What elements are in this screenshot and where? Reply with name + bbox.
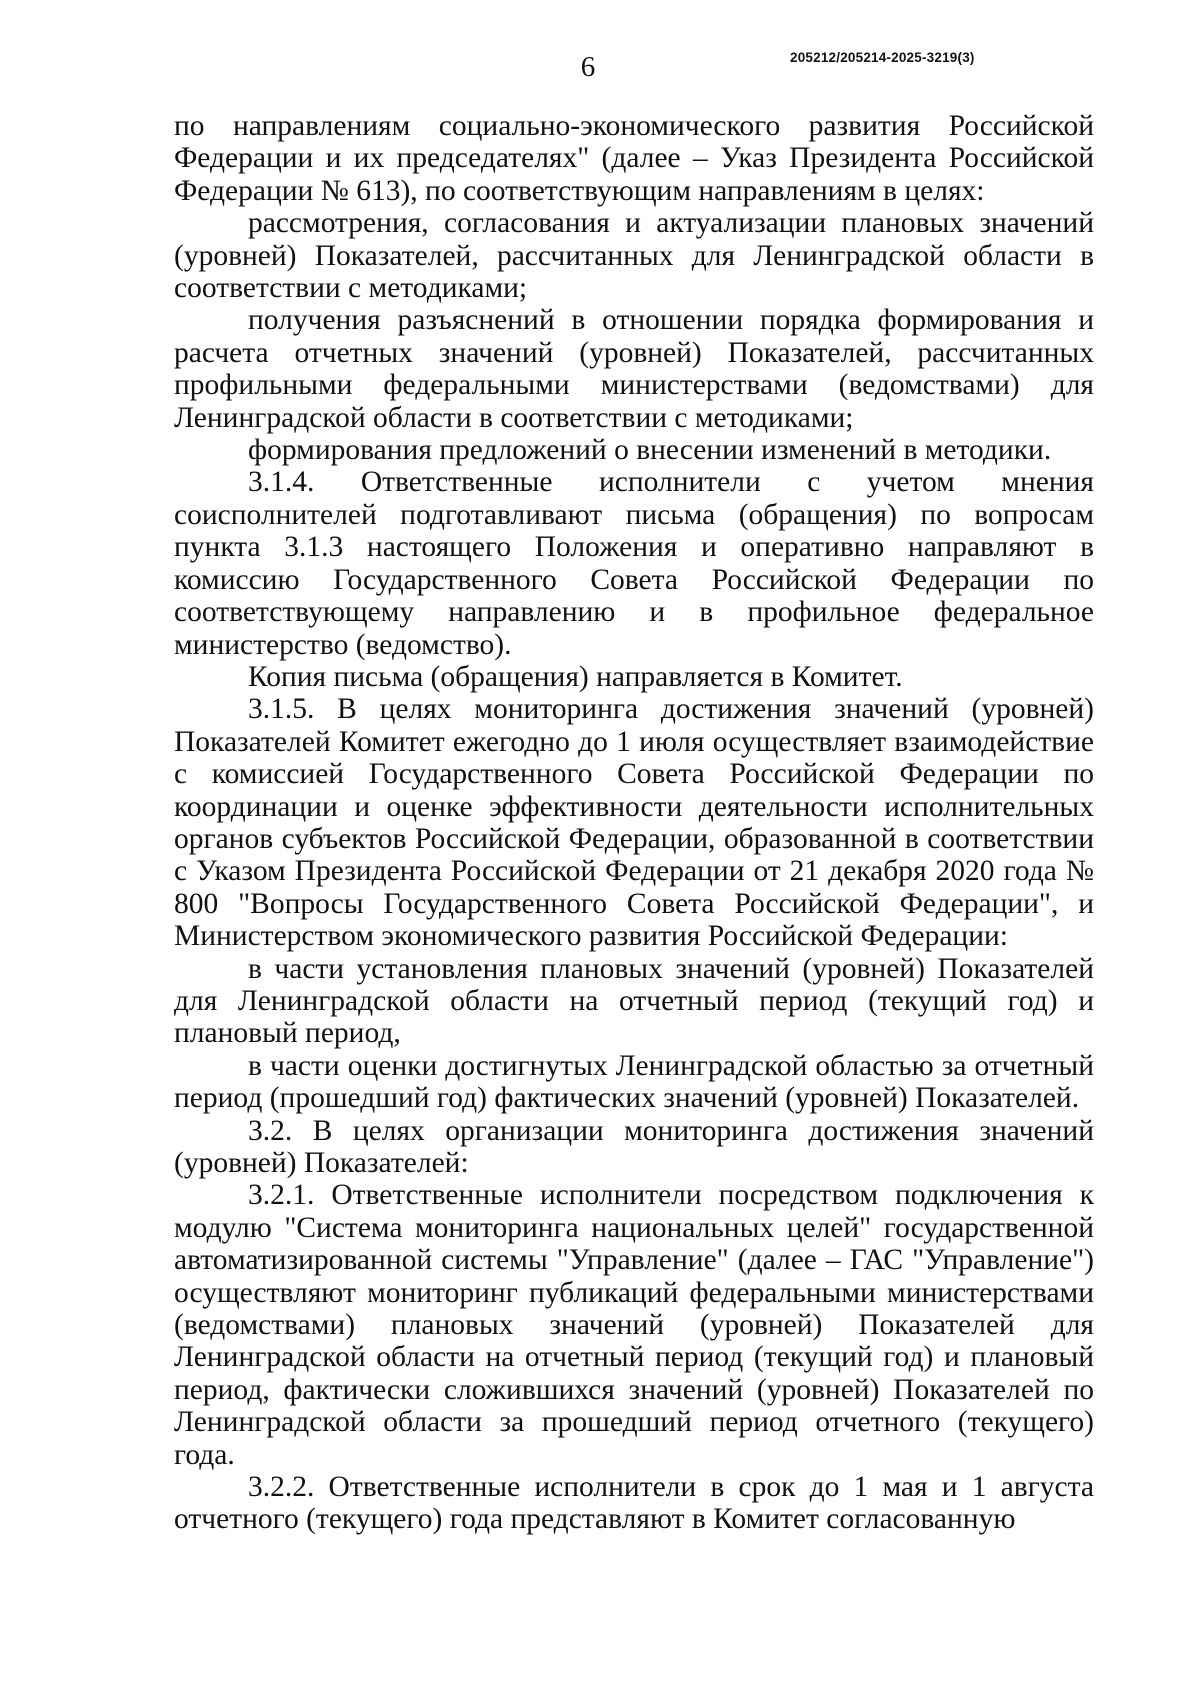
document-body [174,110,1094,1536]
paragraph-item: в части оценки достигнутых Ленинградской областью за отчетный период (прошедший год) фактических значений (уровней) Показателей. [174,1049,1094,1115]
paragraph-item: рассмотрения, согласования и актуализации плановых значений (уровней) Показателей, рассчитанных для Ленинградской области в соответствии с методиками; [174,207,1094,305]
paragraph-3-2-1: 3.2.1. Ответственные исполнители посредством подключения к модулю "Система мониторинга национальных целей" государственной автоматизированной системы "Управление" (далее – ГАС "Управление") осуществляют мониторинг публикаций федеральными министерствами (ведомствами) плановых значений (уровней) Показателей для Ленинградской области на отчетный период (текущий год) и плановый период, фактически сложившихся значений (уровней) Показателей по Ленинградской области за прошедший период отчетного (текущего) года. [174,1179,1094,1471]
paragraph-3-2-2: 3.2.2. Ответственные исполнители в срок до 1 мая и 1 августа отчетного (текущего) года представляют в Комитет согласованную [174,1471,1094,1536]
paragraph-3-2: 3.2. В целях организации мониторинга достижения значений (уровней) Показателей: [174,1114,1094,1179]
document-code: 205212/205214-2025-3219(3) [790,50,975,65]
paragraph-item: получения разъяснений в отношении порядка формирования и расчета отчетных значений (уровней) Показателей, рассчитанных профильными федеральными министерствами (ведомствами) для Ленинградской области в соответствии с методиками; [174,304,1094,434]
paragraph-item: Копия письма (обращения) направляется в Комитет. [248,660,903,693]
paragraph-continuation: по направлениям социально-экономического развития Российской Федерации и их председателях" (далее – Указ Президента Российской Федерации № 613), по соответствующим направлениям в целях: [174,110,1094,207]
paragraph-3-1-5: 3.1.5. В целях мониторинга достижения значений (уровней) Показателей Комитет ежегодно до 1 июля осуществляет взаимодействие с комиссией Государственного Совета Российской Федерации по координации и оценке эффективности деятельности исполнительных органов субъектов Российской Федерации, образованной в соответствии с Указом Президента Российской Федерации от 21 декабря 2020 года № 800 "Вопросы Государственного Совета Российской Федерации", и Министерством экономического развития Российской Федерации: [174,693,1094,953]
paragraph-item: формирования предложений о внесении изменений в методики. [248,434,1052,467]
paragraph-item: в части установления плановых значений (уровней) Показателей для Ленинградской области на отчетный период (текущий год) и плановый период, [174,952,1094,1050]
paragraph-3-1-4: 3.1.4. Ответственные исполнители с учетом мнения соисполнителей подготавливают письма (обращения) по вопросам пункта 3.1.3 настоящего Положения и оперативно направляют в комиссию Государственного Совета Российской Федерации по соответствующему направлению и в профильное федеральное министерство (ведомство). [174,466,1094,661]
page-number: 6 [580,51,596,83]
